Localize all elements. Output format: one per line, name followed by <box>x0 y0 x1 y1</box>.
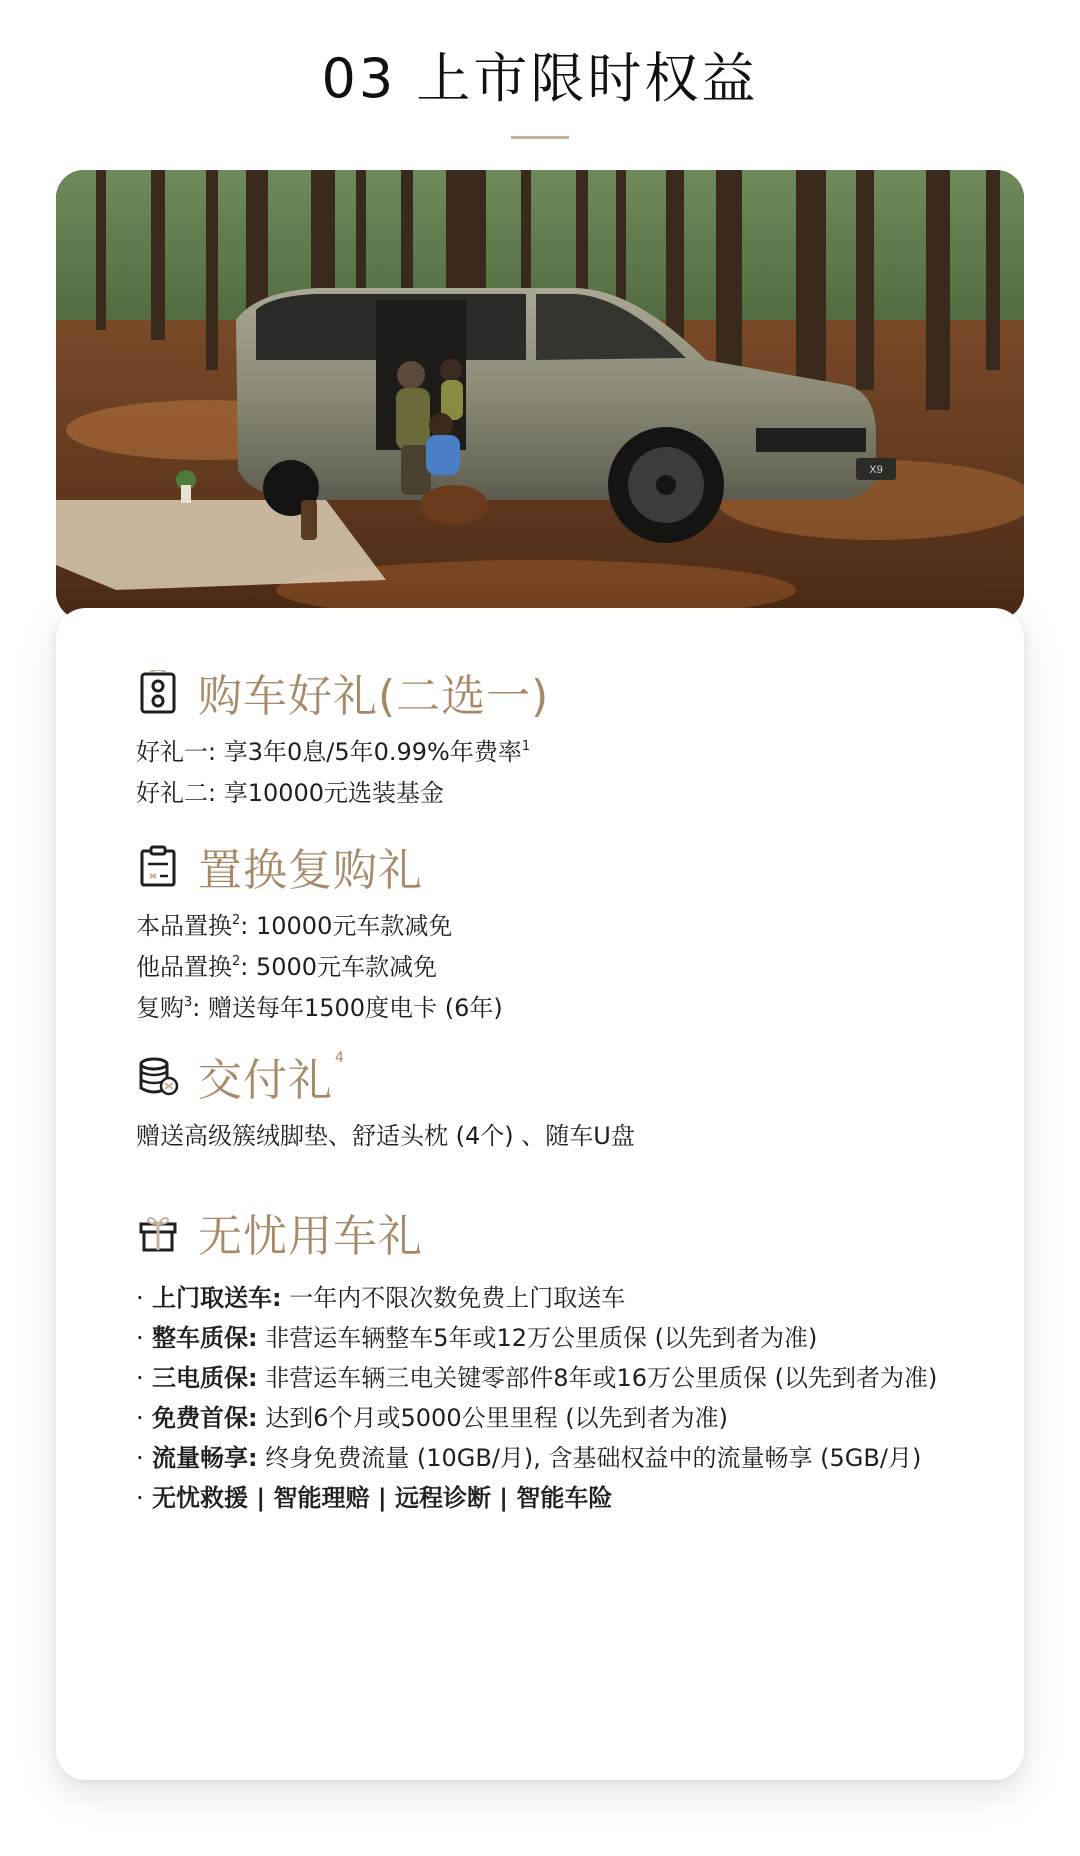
trade-in-title: 置换复购礼 <box>198 845 423 896</box>
hero-image <box>56 170 1024 620</box>
carefree-item: · 无忧救援 | 智能理赔 | 远程诊断 | 智能车险 <box>136 1484 613 1512</box>
delivery-gift-footnote: 4 <box>335 1050 344 1066</box>
clipboard-icon <box>136 844 180 888</box>
boots <box>301 500 317 540</box>
purchase-gift-line: 好礼二: 享10000元选装基金 <box>136 779 445 807</box>
carefree-section <box>136 1200 996 1518</box>
purchase-gift-section <box>136 660 996 811</box>
page-title: 03 上市限时权益 <box>321 47 759 110</box>
carefree-title: 无忧用车礼 <box>198 1211 423 1262</box>
safe-box-icon <box>136 670 180 714</box>
carefree-item: · 免费首保: 达到6个月或5000公里里程 (以先到者为准) <box>136 1404 728 1432</box>
trade-in-line: 他品置换$^2$: 5000元车款减免 <box>136 953 438 981</box>
carefree-item: · 上门取送车: 一年内不限次数免费上门取送车 <box>136 1284 626 1312</box>
forest-car-scene <box>56 170 1024 620</box>
benefits-card <box>56 608 1024 1780</box>
delivery-gift-section <box>136 1044 996 1154</box>
purchase-gift-title: 购车好礼(二选一) <box>198 671 550 722</box>
trade-in-section <box>136 834 996 1031</box>
carefree-item: · 流量畅享: 终身免费流量 (10GB/月), 含基础权益中的流量畅享 (5GB/月) <box>136 1444 922 1472</box>
model-badge: X9 <box>869 464 883 476</box>
carefree-item: · 三电质保: 非营运车辆三电关键零部件8年或16万公里质保 (以先到者为准) <box>136 1364 938 1392</box>
trade-in-line: 本品置换$^2$: 10000元车款减免 <box>136 912 453 940</box>
delivery-gift-line: 赠送高级簇绒脚垫、舒适头枕 (4个) 、随车U盘 <box>136 1122 635 1150</box>
gift-icon <box>136 1210 180 1254</box>
coin-stack-icon <box>136 1054 180 1098</box>
title-divider <box>511 136 569 139</box>
carefree-item: · 整车质保: 非营运车辆整车5年或12万公里质保 (以先到者为准) <box>136 1324 818 1352</box>
trade-in-line: 复购$^3$: 赠送每年1500度电卡 (6年) <box>136 994 503 1022</box>
purchase-gift-line: 好礼一: 享3年0息/5年0.99%年费率$^1$ <box>136 738 531 766</box>
delivery-gift-title: 交付礼 <box>198 1055 333 1106</box>
